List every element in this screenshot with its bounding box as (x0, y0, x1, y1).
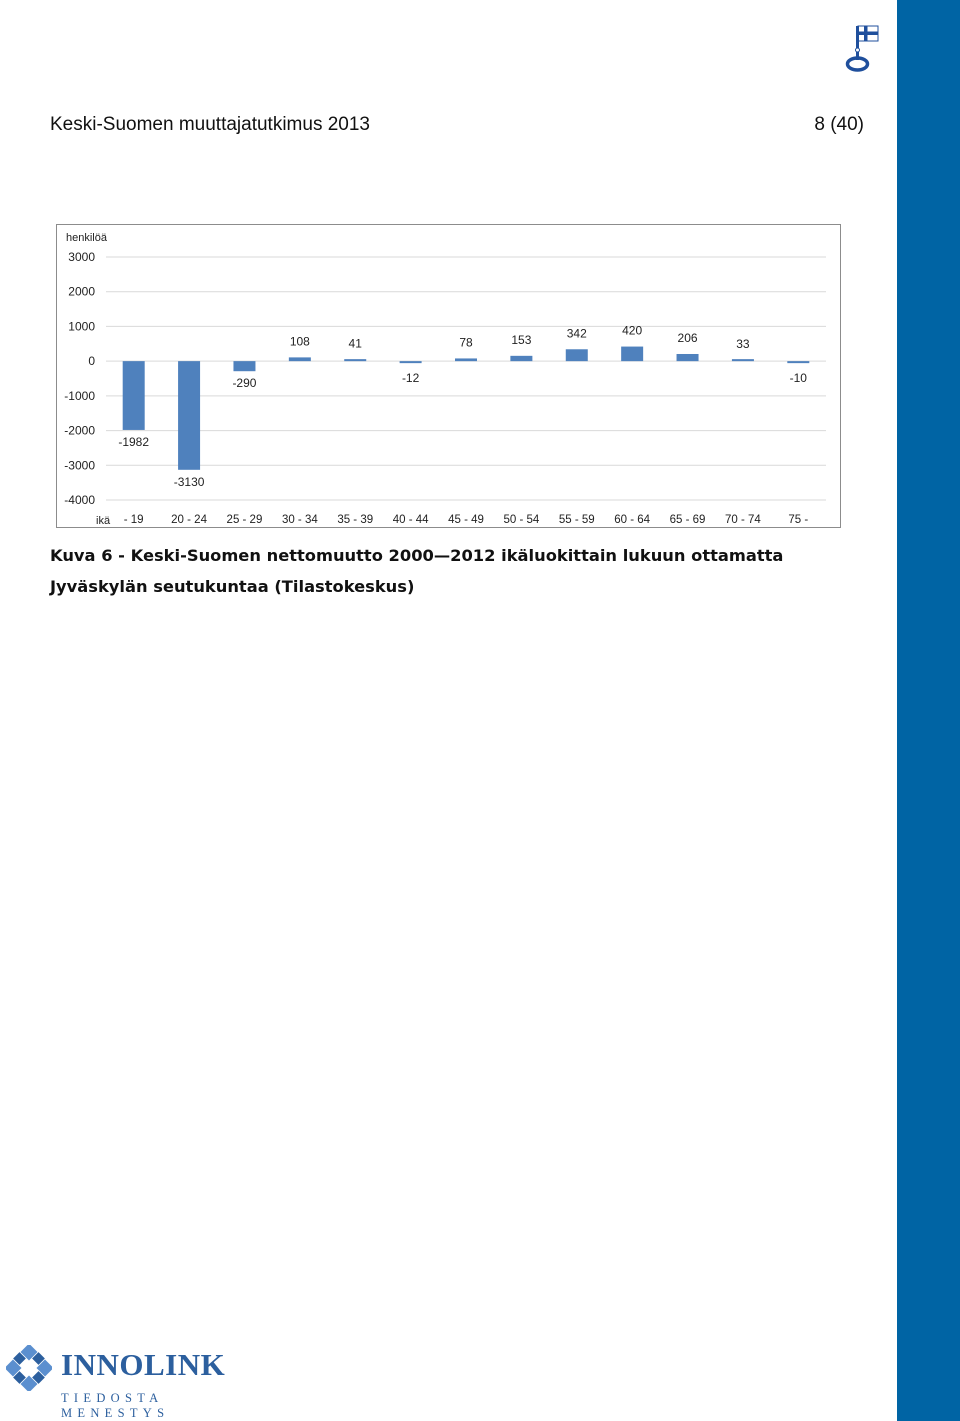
y-tick-label: 0 (88, 354, 95, 369)
brand-tagline: TIEDOSTA MENESTYS (61, 1391, 170, 1420)
data-label: -3130 (173, 474, 205, 489)
page-number: 8 (40) (814, 114, 864, 135)
category-label: 40 - 44 (392, 514, 429, 526)
bar (123, 361, 145, 430)
category-label: 55 - 59 (558, 514, 595, 526)
key-with-flag-icon (838, 22, 882, 74)
bar (566, 349, 588, 361)
brand-name: INNOLINK (61, 1347, 226, 1382)
net-migration-bar-chart (56, 224, 841, 528)
y-tick-label: 2000 (68, 284, 95, 299)
data-label: 33 (736, 336, 750, 351)
y-axis-title: henkilöä (66, 232, 107, 244)
data-label: 206 (677, 330, 698, 345)
data-label: 342 (566, 326, 587, 341)
bar (178, 361, 200, 470)
category-label: 60 - 64 (614, 514, 651, 526)
category-label: 20 - 24 (171, 514, 207, 526)
y-tick-label: -1000 (64, 388, 95, 403)
category-label: 50 - 54 (503, 514, 540, 526)
bar (344, 359, 366, 361)
bar (510, 356, 532, 361)
bar (233, 361, 255, 371)
innolink-diamond-icon (6, 1345, 52, 1391)
bar (400, 361, 422, 363)
data-label: 153 (511, 332, 532, 347)
bar (732, 359, 754, 361)
category-label: 70 - 74 (725, 514, 761, 526)
document-title: Keski-Suomen muuttajatutkimus 2013 (50, 114, 370, 135)
category-label: 75 - (788, 514, 809, 526)
bar (677, 354, 699, 361)
y-tick-label: 3000 (68, 250, 95, 264)
data-label: -12 (401, 371, 420, 386)
x-axis-title: ikä (96, 515, 111, 527)
bar (455, 358, 477, 361)
category-label: 25 - 29 (226, 514, 263, 526)
category-label: 65 - 69 (669, 514, 706, 526)
innolink-brand (6, 1345, 266, 1420)
category-label: 30 - 34 (281, 514, 318, 526)
y-tick-label: 1000 (68, 319, 95, 334)
bar (621, 347, 643, 362)
data-label: 420 (622, 323, 643, 338)
y-tick-label: -4000 (64, 493, 95, 507)
category-label: - 19 (123, 514, 144, 526)
bar (289, 357, 311, 361)
category-label: 35 - 39 (337, 514, 374, 526)
category-label: 45 - 49 (448, 514, 484, 526)
y-tick-label: -2000 (64, 423, 95, 438)
data-label: -290 (232, 376, 257, 391)
data-label: 41 (348, 336, 362, 351)
data-label: 108 (289, 334, 310, 349)
figure-caption: Kuva 6 - Keski-Suomen nettomuutto 2000—2012 ikäluokittain lukuun ottamatta Jyväskylän seutukuntaa (Tilastokeskus) (50, 546, 784, 596)
side-stripe (897, 0, 960, 1421)
data-label: 78 (459, 335, 473, 350)
y-tick-label: -3000 (64, 458, 95, 473)
data-label: -10 (789, 371, 807, 386)
data-label: -1982 (118, 434, 150, 449)
bar (787, 361, 809, 363)
